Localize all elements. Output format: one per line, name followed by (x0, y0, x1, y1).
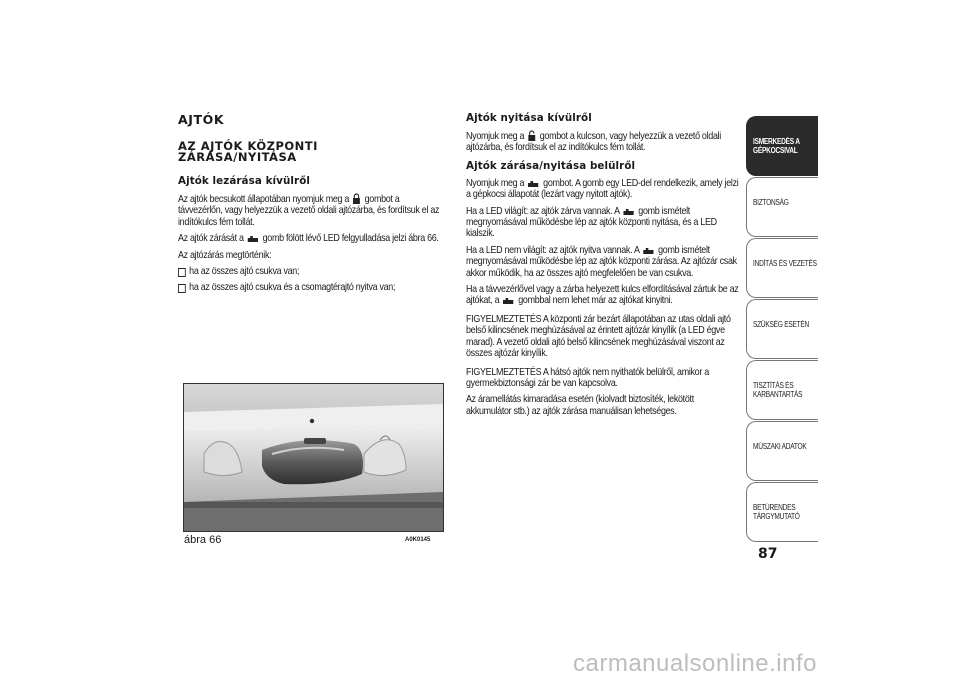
door-lock-button-icon (643, 248, 654, 255)
tab-ismerkedes[interactable] (746, 116, 818, 176)
text: gomb ismételt megnyomásával működésbe lép az ajtók központi zárása. Az ajtózár csak akkor működik, ha az összes ajtó megfelelően be van csukva. (466, 244, 737, 279)
text: ha az összes ajtó csukva van; (189, 266, 300, 278)
tab-szukseg[interactable] (746, 299, 818, 359)
section-title: AJTÓK (178, 112, 225, 127)
paragraph (178, 233, 439, 244)
paragraph: Az ajtózárás megtörténik: (178, 249, 272, 261)
watermark: carmanualsonline.info (573, 650, 817, 677)
paragraph (466, 284, 739, 307)
left-column (178, 112, 440, 299)
door-lock-button-icon (623, 209, 634, 216)
tab-targymutato[interactable] (746, 482, 818, 542)
tab-label: TISZTÍTÁS ÉS KARBANTARTÁS (753, 381, 803, 399)
text: Nyomjuk meg a (466, 177, 525, 189)
heading-inside: Ajtók zárása/nyitása belülről (466, 159, 636, 172)
text: gombot. A gomb egy LED-del rendelkezik, amely jelzi a gépkocsi állapotát (lezárt vagy nyitott ajtók). (466, 177, 739, 201)
text: gombot a távvezérlőn, vagy helyezzük a vezető oldali ajtózárba, és fordítsuk el az indítókulcs fém tollát. (178, 194, 440, 228)
tab-label: ISMERKEDÉS A GÉPKOCSIVAL (753, 137, 800, 155)
bullet-item (178, 282, 439, 293)
tab-label: MŰSZAKI ADATOK (753, 442, 807, 451)
text: Ha a LED nem világít: az ajtók nyitva vannak. A (466, 244, 640, 256)
text: gomb ismételt megnyomásával működésbe lép az ajtók központi nyitása, és a LED kialszik. (466, 205, 717, 240)
door-lock-button-icon (248, 236, 259, 243)
text: Nyomjuk meg a (466, 131, 525, 142)
tab-label: INDÍTÁS ÉS VEZETÉS (753, 259, 817, 268)
page-number: 87 (758, 546, 778, 562)
tab-muszaki[interactable] (746, 421, 818, 481)
figure-caption: ábra 66 (184, 534, 222, 546)
bullet-item (178, 266, 439, 277)
checkbox-bullet-icon (178, 268, 186, 277)
tab-label: SZÜKSÉG ESETÉN (753, 320, 809, 329)
text: Ha a távvezérlővel vagy a zárba helyezett kulcs elfordításával zártuk be az ajtókat, a (466, 284, 739, 307)
heading-lock-outside: Ajtók lezárása kívülről (178, 175, 311, 187)
door-lock-button-icon (528, 181, 539, 188)
paragraph (466, 130, 739, 154)
warning: FIGYELMEZTETÉS A központi zár bezárt állapotában az utas oldali ajtó belső kilincsének meghúzásával az érintett ajtózár kinyílik (a LED égve marad). A vezető oldali ajtó belső kilincsének meghúzásával viszont az összes ajtózár kinyílik. (466, 313, 731, 360)
text: ha az összes ajtó csukva és a csomagtérajtó nyitva van; (189, 282, 396, 294)
paragraph (466, 178, 739, 201)
paragraph: Az áramellátás kimaradása esetén (kiolvadt biztosíték, lekötött akkumulátor stb.) az ajtók zárása manuálisan lehetséges. (466, 394, 694, 417)
heading-open-outside: Ajtók nyitása kívülről (466, 112, 592, 124)
tab-inditas[interactable] (746, 238, 818, 298)
door-lock-photo (184, 384, 443, 531)
text: gomb fölött lévő LED felgyulladása jelzi ábra 66. (262, 233, 439, 245)
right-column (466, 112, 740, 422)
figure-door-panel (183, 383, 444, 532)
figure-code: A0K0145 (405, 537, 431, 543)
paragraph (466, 206, 739, 240)
tab-tisztitas[interactable] (746, 360, 818, 420)
text: gombot a kulcson, vagy helyezzük a vezető oldali ajtózárba, és fordítsuk el az indítókulcs fém tollát. (466, 131, 722, 154)
door-lock-button-icon (503, 298, 514, 305)
chapter-tabs (746, 116, 818, 543)
tab-label: BIZTONSÁG (753, 198, 789, 207)
text: Az ajtók becsukott állapotában nyomjuk meg a (178, 194, 350, 205)
tab-biztonsag[interactable] (746, 177, 818, 237)
warning: FIGYELMEZTETÉS A hátsó ajtók nem nyithatók belülről, amikor a gyermekbiztonsági zár be van kapcsolva. (466, 366, 709, 389)
padlock-icon (353, 193, 361, 204)
paragraph (466, 245, 739, 279)
text: Az ajtók zárását a (178, 233, 244, 245)
tab-label: BETŰRENDES TÁRGYMUTATÓ (753, 503, 800, 521)
checkbox-bullet-icon (178, 284, 186, 293)
text: gombbal nem lehet már az ajtókat kinyitni. (518, 295, 673, 307)
subsection-title: AZ AJTÓK KÖZPONTI ZÁRÁSA/NYITÁSA (178, 139, 318, 164)
text: Ha a LED világít: az ajtók zárva vannak. A (466, 205, 620, 217)
padlock-open-icon (528, 130, 536, 141)
paragraph (178, 193, 439, 228)
